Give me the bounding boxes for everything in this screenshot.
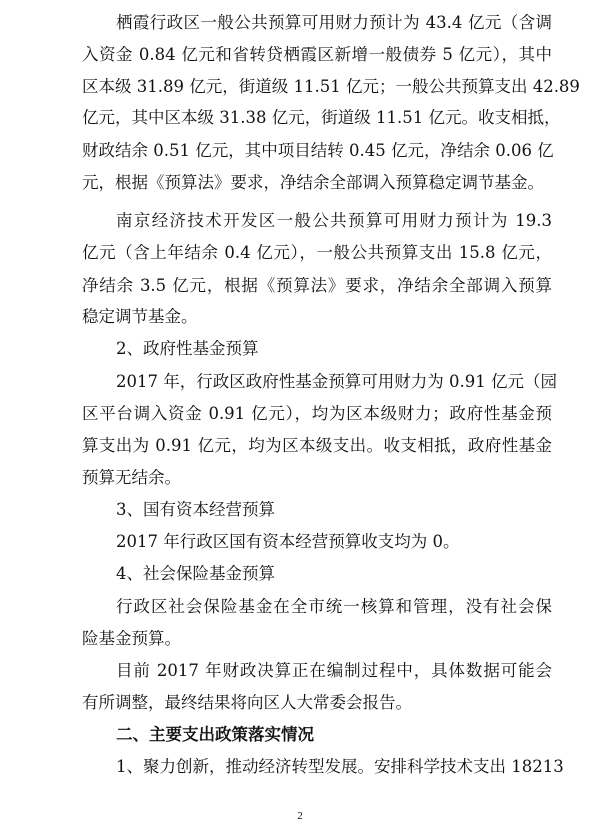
paragraph-line: 预算无结余。 (82, 468, 181, 487)
paragraph-line: 财政结余 0.51 亿元，其中项目结转 0.45 亿元，净结余 0.06 亿 (82, 141, 554, 160)
paragraph-line: 险基金预算。 (82, 629, 181, 648)
paragraph-line: 算支出为 0.91 亿元，均为区本级支出。收支相抵，政府性基金 (82, 436, 552, 455)
paragraph-line: 稳定调节基金。 (82, 307, 198, 326)
paragraph-line: 有所调整，最终结果将向区人大常委会报告。 (82, 693, 412, 712)
paragraph-line: 2017 年，行政区政府性基金预算可用财力为 0.91 亿元（园 (116, 372, 557, 391)
page-number: 2 (297, 810, 303, 822)
paragraph-line: 净结余 3.5 亿元，根据《预算法》要求，净结余全部调入预算 (82, 276, 552, 295)
section-heading: 2、政府性基金预算 (116, 339, 259, 358)
paragraph-line: 南京经济技术开发区一般公共预算可用财力预计为 19.3 (116, 211, 552, 230)
paragraph-line: 目前 2017 年财政决算正在编制过程中，具体数据可能会 (116, 661, 552, 680)
paragraph-line: 入资金 0.84 亿元和省转贷栖霞区新增一般债券 5 亿元），其中 (82, 45, 552, 64)
section-heading: 3、国有资本经营预算 (116, 500, 275, 519)
paragraph-line: 栖霞行政区一般公共预算可用财力预计为 43.4 亿元（含调 (116, 13, 552, 32)
paragraph-line: 亿元，其中区本级 31.38 亿元，街道级 11.51 亿元。收支相抵， (82, 108, 561, 127)
paragraph-line: 行政区社会保险基金在全市统一核算和管理，没有社会保 (116, 597, 552, 616)
paragraph-line: 元，根据《预算法》要求，净结余全部调入预算稳定调节基金。 (82, 173, 544, 192)
paragraph-line: 区平台调入资金 0.91 亿元），均为区本级财力；政府性基金预 (82, 404, 552, 423)
paragraph-line: 亿元（含上年结余 0.4 亿元），一般公共预算支出 15.8 亿元， (82, 243, 552, 262)
section-heading: 4、社会保险基金预算 (116, 564, 275, 583)
paragraph-line: 2017 年行政区国有资本经营预算收支均为 0。 (116, 532, 460, 551)
paragraph-line: 区本级 31.89 亿元，街道级 11.51 亿元；一般公共预算支出 42.89 (82, 77, 580, 96)
paragraph-line: 1、聚力创新，推动经济转型发展。安排科学技术支出 18213 (116, 757, 564, 776)
chapter-heading: 二、主要支出政策落实情况 (116, 725, 314, 744)
